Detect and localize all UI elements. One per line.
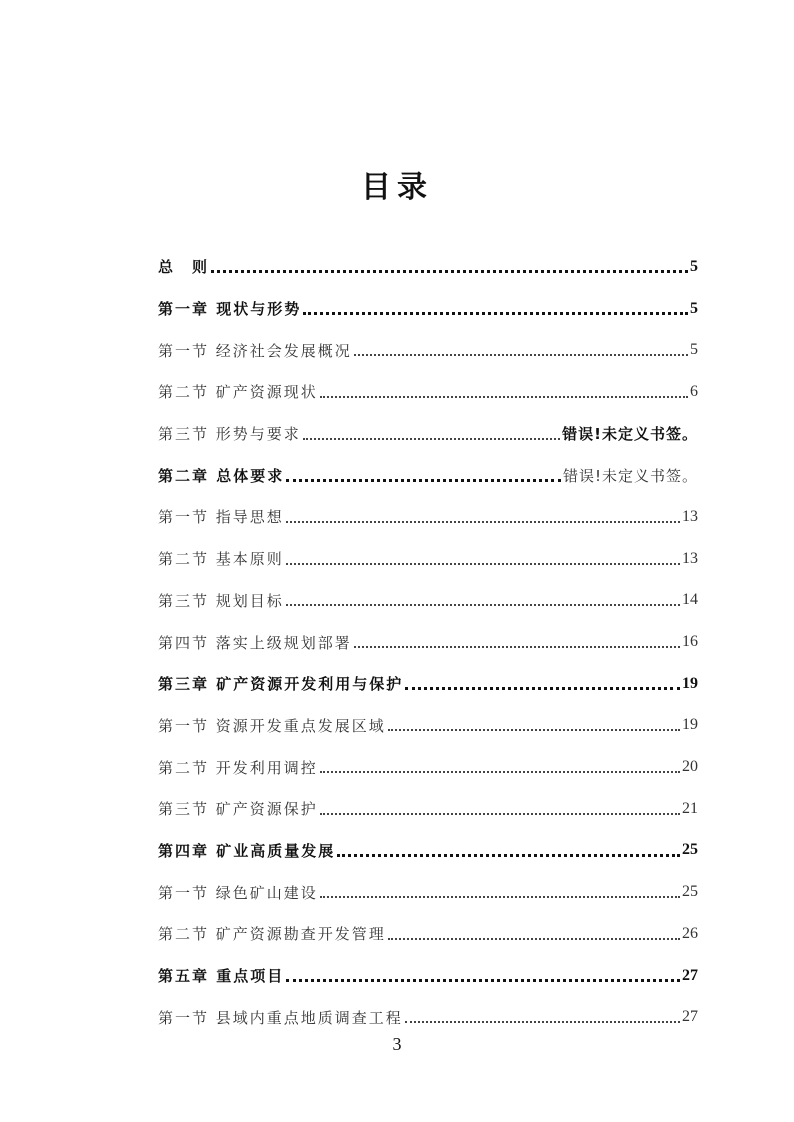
toc-entry-label: 第四章 矿业高质量发展 xyxy=(158,841,336,860)
toc-entry-page: 13 xyxy=(682,549,698,567)
toc-dot-leader xyxy=(405,687,680,690)
toc-entry-label: 第一节 县域内重点地质调查工程 xyxy=(158,1008,403,1027)
toc-entry-bookmark-error: 错误!未定义书签。 xyxy=(562,425,698,444)
toc-entry-label: 第五章 重点项目 xyxy=(158,967,285,986)
toc-entry-page: 13 xyxy=(682,507,698,525)
page-title: 目录 xyxy=(361,170,433,205)
toc-section-entry[interactable] xyxy=(158,746,698,788)
toc-entry-label: 第一节 绿色矿山建设 xyxy=(158,883,318,902)
toc-dot-leader xyxy=(354,646,680,648)
toc-entry-label: 第三节 形势与要求 xyxy=(158,425,301,444)
toc-entry-label: 第一节 指导思想 xyxy=(158,508,284,527)
toc-entry-label: 第二节 矿产资源现状 xyxy=(158,383,318,402)
toc-entry-page: 5 xyxy=(690,341,698,359)
toc-dot-leader xyxy=(286,604,680,606)
toc-dot-leader xyxy=(286,479,561,482)
toc-chapter-entry[interactable] xyxy=(158,288,698,330)
toc-dot-leader xyxy=(388,938,680,940)
toc-entry-page: 20 xyxy=(682,758,698,776)
toc-entry-label: 第一节 经济社会发展概况 xyxy=(158,341,352,360)
toc-dot-leader xyxy=(320,896,680,898)
toc-chapter-entry[interactable] xyxy=(158,246,698,288)
toc-dot-leader xyxy=(320,771,680,773)
toc-dot-leader xyxy=(303,438,560,440)
toc-entry-page: 19 xyxy=(682,674,698,692)
toc-dot-leader xyxy=(286,521,680,523)
toc-entry-page: 6 xyxy=(690,382,698,400)
toc-dot-leader xyxy=(303,312,688,315)
toc-dot-leader xyxy=(211,270,688,273)
toc-dot-leader xyxy=(337,854,680,857)
toc-entry-page: 25 xyxy=(682,841,698,859)
toc-dot-leader xyxy=(354,354,688,356)
toc-section-entry[interactable] xyxy=(158,705,698,747)
toc-dot-leader xyxy=(320,396,688,398)
toc-chapter-entry[interactable] xyxy=(158,955,698,997)
toc-entry-label: 第三章 矿产资源开发利用与保护 xyxy=(158,675,404,694)
toc-section-entry[interactable] xyxy=(158,913,698,955)
toc-entry-page: 14 xyxy=(682,591,698,609)
toc-section-entry[interactable] xyxy=(158,621,698,663)
toc-entry-page: 25 xyxy=(682,883,698,901)
page-number: 3 xyxy=(392,1034,402,1054)
toc-dot-leader xyxy=(405,1021,680,1023)
toc-entry-page: 27 xyxy=(682,966,698,984)
toc-section-entry[interactable] xyxy=(158,371,698,413)
toc-section-entry[interactable] xyxy=(158,496,698,538)
toc-entry-label: 第二节 基本原则 xyxy=(158,550,284,569)
toc-entry-label: 第二章 总体要求 xyxy=(158,466,285,485)
toc-entry-bookmark-error: 错误!未定义书签。 xyxy=(562,466,698,485)
toc-entry-label: 第四节 落实上级规划部署 xyxy=(158,633,352,652)
toc-entry-label: 第三节 规划目标 xyxy=(158,591,284,610)
toc-entry-page: 21 xyxy=(682,799,698,817)
toc-entry-label: 第一节 资源开发重点发展区域 xyxy=(158,716,386,735)
toc-dot-leader xyxy=(388,729,680,731)
toc-entry-page: 5 xyxy=(690,299,698,317)
toc-entry-page: 27 xyxy=(682,1008,698,1026)
toc-entry-page: 5 xyxy=(690,257,698,275)
toc-entry-page: 26 xyxy=(682,924,698,942)
toc-entry-label: 第二节 开发利用调控 xyxy=(158,758,318,777)
toc-chapter-entry[interactable] xyxy=(158,663,698,705)
toc-section-entry[interactable] xyxy=(158,871,698,913)
toc-section-entry[interactable] xyxy=(158,538,698,580)
toc-section-entry[interactable] xyxy=(158,788,698,830)
toc-entry-label: 第一章 现状与形势 xyxy=(158,300,302,319)
toc-entry-page: 19 xyxy=(682,716,698,734)
toc-entry-page: 16 xyxy=(682,633,698,651)
toc-section-entry[interactable] xyxy=(158,996,698,1038)
toc-section-entry[interactable] xyxy=(158,329,698,371)
toc-chapter-entry[interactable] xyxy=(158,454,698,496)
toc-dot-leader xyxy=(286,563,680,565)
toc-section-entry[interactable] xyxy=(158,580,698,622)
toc-section-entry[interactable] xyxy=(158,413,698,455)
toc-chapter-entry[interactable] xyxy=(158,830,698,872)
table-of-contents xyxy=(158,246,698,1038)
toc-entry-label: 第三节 矿产资源保护 xyxy=(158,800,318,819)
toc-entry-label: 总 则 xyxy=(158,258,210,277)
toc-entry-label: 第二节 矿产资源勘查开发管理 xyxy=(158,925,386,944)
toc-dot-leader xyxy=(286,979,680,982)
toc-dot-leader xyxy=(320,813,680,815)
